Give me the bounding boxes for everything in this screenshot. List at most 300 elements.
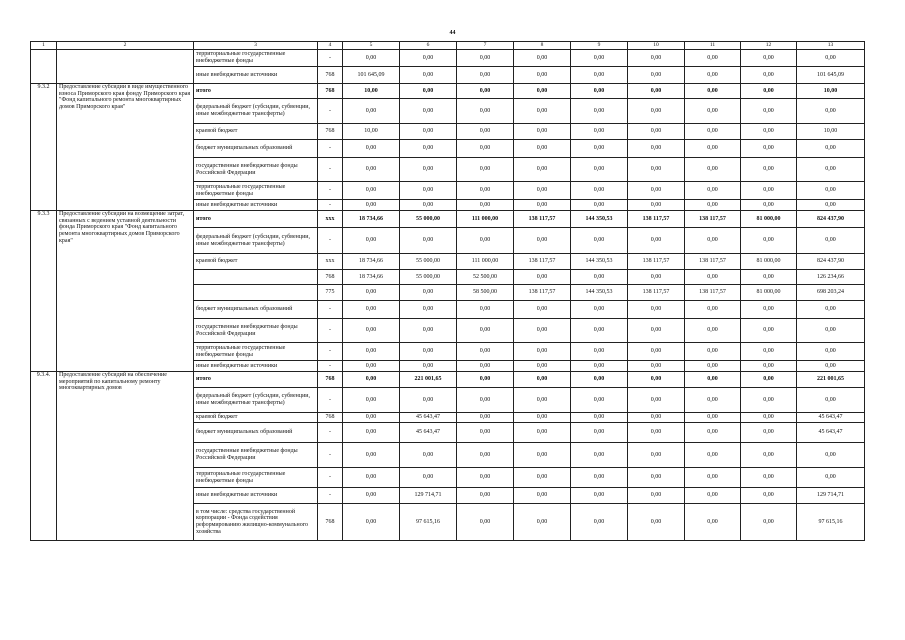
value-cell: 0,00 bbox=[514, 343, 571, 361]
table-row bbox=[31, 211, 865, 228]
funding-source-label: государственные внебюджетные фонды Российской Федерации bbox=[194, 319, 318, 343]
value-cell: 0,00 bbox=[685, 158, 741, 182]
value-cell: 0,00 bbox=[514, 182, 571, 200]
budget-code: 768 bbox=[318, 124, 343, 140]
value-cell: 0,00 bbox=[457, 372, 514, 388]
column-number-7: 7 bbox=[457, 42, 514, 50]
value-cell: 0,00 bbox=[514, 158, 571, 182]
value-cell: 0,00 bbox=[400, 200, 457, 211]
value-cell: 0,00 bbox=[741, 488, 797, 504]
value-cell: 0,00 bbox=[457, 468, 514, 488]
budget-code: - bbox=[318, 443, 343, 468]
item-number: 9.3.3 bbox=[31, 211, 57, 372]
value-cell: 0,00 bbox=[571, 423, 628, 443]
value-cell: 52 500,00 bbox=[457, 270, 514, 285]
value-cell: 0,00 bbox=[457, 158, 514, 182]
value-cell: 0,00 bbox=[400, 182, 457, 200]
value-cell: 0,00 bbox=[741, 319, 797, 343]
value-cell: 0,00 bbox=[628, 228, 685, 254]
value-cell: 0,00 bbox=[400, 319, 457, 343]
value-cell: 111 000,00 bbox=[457, 211, 514, 228]
value-cell: 0,00 bbox=[400, 84, 457, 99]
measure-name: Предоставление субсидии в виде имущественного взноса Приморского края фонду Приморского края "Фонд капитального ремонта многоквартирных домов Приморского края" bbox=[57, 84, 194, 211]
value-cell: 0,00 bbox=[514, 301, 571, 319]
value-cell: 0,00 bbox=[741, 270, 797, 285]
budget-code: 768 bbox=[318, 270, 343, 285]
value-cell: 0,00 bbox=[343, 50, 400, 67]
measure-name bbox=[57, 50, 194, 84]
value-cell: 0,00 bbox=[741, 343, 797, 361]
funding-source-label: иные внебюджетные источники bbox=[194, 488, 318, 504]
funding-source-label: территориальные государственные внебюджетные фонды bbox=[194, 468, 318, 488]
value-cell: 0,00 bbox=[685, 361, 741, 372]
value-cell: 0,00 bbox=[685, 270, 741, 285]
value-cell: 0,00 bbox=[514, 319, 571, 343]
value-cell: 101 645,09 bbox=[343, 67, 400, 84]
value-cell: 138 117,57 bbox=[514, 254, 571, 270]
value-cell: 0,00 bbox=[343, 423, 400, 443]
value-cell: 55 000,00 bbox=[400, 254, 457, 270]
value-cell: 0,00 bbox=[571, 124, 628, 140]
value-cell: 0,00 bbox=[343, 413, 400, 423]
value-cell: 221 001,65 bbox=[797, 372, 865, 388]
value-cell: 0,00 bbox=[797, 361, 865, 372]
value-cell: 0,00 bbox=[514, 488, 571, 504]
value-cell: 0,00 bbox=[343, 504, 400, 541]
value-cell: 0,00 bbox=[571, 228, 628, 254]
value-cell: 824 437,90 bbox=[797, 211, 865, 228]
value-cell: 0,00 bbox=[571, 200, 628, 211]
value-cell: 138 117,57 bbox=[685, 211, 741, 228]
column-number-1: 1 bbox=[31, 42, 57, 50]
value-cell: 0,00 bbox=[514, 50, 571, 67]
value-cell: 0,00 bbox=[685, 200, 741, 211]
funding-source-label: итого bbox=[194, 372, 318, 388]
value-cell: 0,00 bbox=[685, 124, 741, 140]
column-number-9: 9 bbox=[571, 42, 628, 50]
value-cell: 0,00 bbox=[571, 270, 628, 285]
value-cell: 101 645,09 bbox=[797, 67, 865, 84]
value-cell: 0,00 bbox=[514, 423, 571, 443]
value-cell: 0,00 bbox=[628, 488, 685, 504]
value-cell: 0,00 bbox=[400, 99, 457, 124]
value-cell: 0,00 bbox=[571, 301, 628, 319]
value-cell: 0,00 bbox=[400, 285, 457, 301]
value-cell: 0,00 bbox=[457, 67, 514, 84]
value-cell: 698 203,24 bbox=[797, 285, 865, 301]
value-cell: 0,00 bbox=[457, 443, 514, 468]
budget-code: - bbox=[318, 343, 343, 361]
value-cell: 0,00 bbox=[628, 124, 685, 140]
value-cell: 0,00 bbox=[571, 67, 628, 84]
funding-source-label: краевой бюджет bbox=[194, 254, 318, 270]
value-cell: 0,00 bbox=[514, 372, 571, 388]
table-row bbox=[31, 372, 865, 388]
column-number-3: 3 bbox=[194, 42, 318, 50]
column-number-2: 2 bbox=[57, 42, 194, 50]
funding-source-label: территориальные государственные внебюджетные фонды bbox=[194, 343, 318, 361]
table-row bbox=[31, 50, 865, 67]
value-cell: 0,00 bbox=[685, 468, 741, 488]
value-cell: 138 117,57 bbox=[628, 254, 685, 270]
value-cell: 0,00 bbox=[514, 468, 571, 488]
value-cell: 0,00 bbox=[343, 158, 400, 182]
value-cell: 0,00 bbox=[457, 488, 514, 504]
value-cell: 0,00 bbox=[797, 99, 865, 124]
budget-code: - bbox=[318, 361, 343, 372]
value-cell: 0,00 bbox=[571, 182, 628, 200]
value-cell: 0,00 bbox=[685, 413, 741, 423]
value-cell: 81 000,00 bbox=[741, 211, 797, 228]
budget-code: 768 bbox=[318, 504, 343, 541]
budget-code: ххх bbox=[318, 211, 343, 228]
funding-source-label: федеральный бюджет (субсидии, субвенции, иные межбюджетные трансферты) bbox=[194, 388, 318, 413]
value-cell: 0,00 bbox=[628, 182, 685, 200]
value-cell: 0,00 bbox=[685, 228, 741, 254]
value-cell: 10,00 bbox=[343, 84, 400, 99]
value-cell: 0,00 bbox=[741, 413, 797, 423]
funding-source-label: территориальные государственные внебюджетные фонды bbox=[194, 50, 318, 67]
value-cell: 0,00 bbox=[400, 468, 457, 488]
value-cell: 0,00 bbox=[457, 84, 514, 99]
value-cell: 0,00 bbox=[457, 140, 514, 158]
value-cell: 0,00 bbox=[685, 140, 741, 158]
funding-source-label: федеральный бюджет (субсидии, субвенции, иные межбюджетные трансферты) bbox=[194, 228, 318, 254]
value-cell: 0,00 bbox=[514, 388, 571, 413]
budget-code: - bbox=[318, 158, 343, 182]
funding-source-label: краевой бюджет bbox=[194, 413, 318, 423]
value-cell: 0,00 bbox=[571, 84, 628, 99]
item-number: 9.3.4. bbox=[31, 372, 57, 541]
value-cell: 0,00 bbox=[797, 468, 865, 488]
value-cell: 0,00 bbox=[343, 99, 400, 124]
funding-source-label: итого bbox=[194, 84, 318, 99]
value-cell: 0,00 bbox=[741, 423, 797, 443]
value-cell: 0,00 bbox=[457, 319, 514, 343]
value-cell: 0,00 bbox=[741, 124, 797, 140]
value-cell: 0,00 bbox=[741, 372, 797, 388]
value-cell: 0,00 bbox=[457, 301, 514, 319]
budget-code: - bbox=[318, 468, 343, 488]
column-number-4: 4 bbox=[318, 42, 343, 50]
value-cell: 0,00 bbox=[343, 228, 400, 254]
value-cell: 0,00 bbox=[797, 301, 865, 319]
funding-source-label bbox=[194, 270, 318, 285]
value-cell: 45 643,47 bbox=[400, 423, 457, 443]
budget-code: 768 bbox=[318, 372, 343, 388]
value-cell: 0,00 bbox=[797, 50, 865, 67]
value-cell: 0,00 bbox=[685, 488, 741, 504]
value-cell: 0,00 bbox=[400, 140, 457, 158]
value-cell: 0,00 bbox=[685, 182, 741, 200]
value-cell: 0,00 bbox=[514, 504, 571, 541]
value-cell: 0,00 bbox=[571, 372, 628, 388]
value-cell: 0,00 bbox=[571, 443, 628, 468]
value-cell: 0,00 bbox=[457, 413, 514, 423]
value-cell: 0,00 bbox=[400, 228, 457, 254]
column-number-11: 11 bbox=[685, 42, 741, 50]
budget-code: - bbox=[318, 228, 343, 254]
value-cell: 0,00 bbox=[797, 443, 865, 468]
value-cell: 0,00 bbox=[343, 301, 400, 319]
funding-source-label: в том числе: средства государственной корпорации - Фонда содействия реформированию жилищно-коммунального хозяйства bbox=[194, 504, 318, 541]
value-cell: 0,00 bbox=[628, 270, 685, 285]
value-cell: 0,00 bbox=[571, 488, 628, 504]
value-cell: 824 437,90 bbox=[797, 254, 865, 270]
value-cell: 0,00 bbox=[741, 84, 797, 99]
budget-code: - bbox=[318, 200, 343, 211]
value-cell: 0,00 bbox=[797, 182, 865, 200]
value-cell: 10,00 bbox=[797, 84, 865, 99]
value-cell: 138 117,57 bbox=[685, 254, 741, 270]
value-cell: 0,00 bbox=[571, 319, 628, 343]
value-cell: 0,00 bbox=[400, 158, 457, 182]
value-cell: 0,00 bbox=[628, 413, 685, 423]
value-cell: 0,00 bbox=[628, 372, 685, 388]
value-cell: 0,00 bbox=[628, 388, 685, 413]
value-cell: 0,00 bbox=[571, 504, 628, 541]
value-cell: 0,00 bbox=[741, 468, 797, 488]
value-cell: 0,00 bbox=[343, 285, 400, 301]
value-cell: 18 734,66 bbox=[343, 254, 400, 270]
value-cell: 0,00 bbox=[628, 423, 685, 443]
value-cell: 138 117,57 bbox=[628, 285, 685, 301]
value-cell: 138 117,57 bbox=[514, 285, 571, 301]
value-cell: 0,00 bbox=[741, 50, 797, 67]
funding-source-label: иные внебюджетные источники bbox=[194, 361, 318, 372]
value-cell: 0,00 bbox=[741, 443, 797, 468]
column-number-5: 5 bbox=[343, 42, 400, 50]
value-cell: 0,00 bbox=[797, 200, 865, 211]
budget-code: - bbox=[318, 423, 343, 443]
value-cell: 0,00 bbox=[514, 270, 571, 285]
value-cell: 0,00 bbox=[343, 388, 400, 413]
value-cell: 0,00 bbox=[514, 67, 571, 84]
value-cell: 81 000,00 bbox=[741, 254, 797, 270]
value-cell: 0,00 bbox=[457, 423, 514, 443]
value-cell: 0,00 bbox=[628, 99, 685, 124]
value-cell: 0,00 bbox=[343, 319, 400, 343]
value-cell: 0,00 bbox=[685, 319, 741, 343]
value-cell: 0,00 bbox=[685, 301, 741, 319]
value-cell: 0,00 bbox=[628, 50, 685, 67]
value-cell: 0,00 bbox=[343, 372, 400, 388]
value-cell: 138 117,57 bbox=[685, 285, 741, 301]
funding-source-label: иные внебюджетные источники bbox=[194, 67, 318, 84]
value-cell: 0,00 bbox=[797, 158, 865, 182]
value-cell: 0,00 bbox=[457, 504, 514, 541]
header-row bbox=[31, 42, 865, 50]
value-cell: 0,00 bbox=[343, 443, 400, 468]
value-cell: 0,00 bbox=[514, 200, 571, 211]
budget-code: - bbox=[318, 301, 343, 319]
funding-source-label: краевой бюджет bbox=[194, 124, 318, 140]
value-cell: 0,00 bbox=[457, 388, 514, 413]
value-cell: 0,00 bbox=[685, 343, 741, 361]
value-cell: 10,00 bbox=[343, 124, 400, 140]
funding-source-label: иные внебюджетные источники bbox=[194, 200, 318, 211]
funding-source-label: бюджет муниципальных образований bbox=[194, 301, 318, 319]
value-cell: 0,00 bbox=[571, 158, 628, 182]
value-cell: 0,00 bbox=[457, 50, 514, 67]
funding-source-label: бюджет муниципальных образований bbox=[194, 140, 318, 158]
value-cell: 0,00 bbox=[628, 343, 685, 361]
budget-table bbox=[30, 41, 865, 541]
value-cell: 0,00 bbox=[343, 468, 400, 488]
budget-code: 768 bbox=[318, 84, 343, 99]
funding-source-label: государственные внебюджетные фонды Российской Федерации bbox=[194, 443, 318, 468]
value-cell: 0,00 bbox=[400, 361, 457, 372]
value-cell: 111 000,00 bbox=[457, 254, 514, 270]
budget-code: - bbox=[318, 50, 343, 67]
value-cell: 0,00 bbox=[457, 228, 514, 254]
value-cell: 0,00 bbox=[741, 182, 797, 200]
value-cell: 0,00 bbox=[400, 388, 457, 413]
value-cell: 0,00 bbox=[400, 443, 457, 468]
column-number-6: 6 bbox=[400, 42, 457, 50]
page-number: 44 bbox=[449, 30, 456, 36]
value-cell: 0,00 bbox=[514, 99, 571, 124]
value-cell: 126 234,66 bbox=[797, 270, 865, 285]
funding-source-label: федеральный бюджет (субсидии, субвенции, иные межбюджетные трансферты) bbox=[194, 99, 318, 124]
value-cell: 0,00 bbox=[571, 361, 628, 372]
funding-source-label: территориальные государственные внебюджетные фонды bbox=[194, 182, 318, 200]
value-cell: 0,00 bbox=[628, 504, 685, 541]
value-cell: 0,00 bbox=[343, 182, 400, 200]
value-cell: 0,00 bbox=[343, 361, 400, 372]
value-cell: 0,00 bbox=[343, 488, 400, 504]
value-cell: 138 117,57 bbox=[628, 211, 685, 228]
value-cell: 45 643,47 bbox=[797, 423, 865, 443]
value-cell: 0,00 bbox=[741, 228, 797, 254]
value-cell: 0,00 bbox=[514, 443, 571, 468]
value-cell: 0,00 bbox=[400, 124, 457, 140]
value-cell: 0,00 bbox=[400, 50, 457, 67]
value-cell: 10,00 bbox=[797, 124, 865, 140]
value-cell: 0,00 bbox=[571, 413, 628, 423]
item-number bbox=[31, 50, 57, 84]
value-cell: 0,00 bbox=[343, 200, 400, 211]
value-cell: 0,00 bbox=[343, 140, 400, 158]
value-cell: 0,00 bbox=[628, 468, 685, 488]
value-cell: 0,00 bbox=[457, 182, 514, 200]
budget-code: - bbox=[318, 488, 343, 504]
value-cell: 0,00 bbox=[514, 124, 571, 140]
value-cell: 0,00 bbox=[685, 50, 741, 67]
value-cell: 138 117,57 bbox=[514, 211, 571, 228]
value-cell: 0,00 bbox=[400, 343, 457, 361]
value-cell: 0,00 bbox=[797, 228, 865, 254]
value-cell: 0,00 bbox=[628, 443, 685, 468]
value-cell: 0,00 bbox=[628, 158, 685, 182]
value-cell: 129 714,71 bbox=[797, 488, 865, 504]
value-cell: 81 000,00 bbox=[741, 285, 797, 301]
value-cell: 0,00 bbox=[685, 67, 741, 84]
value-cell: 0,00 bbox=[571, 468, 628, 488]
budget-code: ххх bbox=[318, 254, 343, 270]
column-number-12: 12 bbox=[741, 42, 797, 50]
value-cell: 0,00 bbox=[514, 140, 571, 158]
column-number-10: 10 bbox=[628, 42, 685, 50]
value-cell: 144 350,53 bbox=[571, 254, 628, 270]
column-number-13: 13 bbox=[797, 42, 865, 50]
value-cell: 45 643,47 bbox=[400, 413, 457, 423]
value-cell: 0,00 bbox=[685, 443, 741, 468]
value-cell: 144 350,53 bbox=[571, 285, 628, 301]
value-cell: 0,00 bbox=[741, 140, 797, 158]
value-cell: 0,00 bbox=[457, 361, 514, 372]
value-cell: 0,00 bbox=[514, 361, 571, 372]
value-cell: 221 001,65 bbox=[400, 372, 457, 388]
value-cell: 0,00 bbox=[628, 67, 685, 84]
budget-code: - bbox=[318, 140, 343, 158]
funding-source-label: государственные внебюджетные фонды Российской Федерации bbox=[194, 158, 318, 182]
value-cell: 0,00 bbox=[797, 388, 865, 413]
value-cell: 0,00 bbox=[685, 84, 741, 99]
value-cell: 0,00 bbox=[457, 99, 514, 124]
value-cell: 0,00 bbox=[741, 301, 797, 319]
funding-source-label bbox=[194, 285, 318, 301]
value-cell: 97 615,16 bbox=[797, 504, 865, 541]
value-cell: 0,00 bbox=[571, 140, 628, 158]
value-cell: 129 714,71 bbox=[400, 488, 457, 504]
value-cell: 0,00 bbox=[571, 99, 628, 124]
value-cell: 0,00 bbox=[797, 319, 865, 343]
value-cell: 0,00 bbox=[741, 99, 797, 124]
value-cell: 0,00 bbox=[685, 372, 741, 388]
value-cell: 0,00 bbox=[400, 67, 457, 84]
budget-code: 768 bbox=[318, 67, 343, 84]
budget-code: - bbox=[318, 388, 343, 413]
measure-name: Предоставление субсидии на возмещение затрат, связанных с ведением уставной деятельности фонда Приморского края "Фонд капитального ремонта многоквартирных домов Приморского края" bbox=[57, 211, 194, 372]
value-cell: 0,00 bbox=[628, 301, 685, 319]
value-cell: 0,00 bbox=[571, 388, 628, 413]
value-cell: 0,00 bbox=[457, 124, 514, 140]
value-cell: 0,00 bbox=[628, 361, 685, 372]
value-cell: 0,00 bbox=[741, 361, 797, 372]
value-cell: 0,00 bbox=[685, 423, 741, 443]
value-cell: 0,00 bbox=[514, 228, 571, 254]
value-cell: 55 000,00 bbox=[400, 211, 457, 228]
value-cell: 0,00 bbox=[685, 99, 741, 124]
funding-source-label: бюджет муниципальных образований bbox=[194, 423, 318, 443]
value-cell: 0,00 bbox=[741, 388, 797, 413]
value-cell: 0,00 bbox=[571, 50, 628, 67]
value-cell: 0,00 bbox=[628, 84, 685, 99]
budget-code: - bbox=[318, 319, 343, 343]
value-cell: 0,00 bbox=[741, 67, 797, 84]
value-cell: 0,00 bbox=[514, 413, 571, 423]
value-cell: 0,00 bbox=[457, 200, 514, 211]
value-cell: 0,00 bbox=[514, 84, 571, 99]
value-cell: 0,00 bbox=[571, 343, 628, 361]
value-cell: 0,00 bbox=[797, 343, 865, 361]
value-cell: 55 000,00 bbox=[400, 270, 457, 285]
value-cell: 18 734,66 bbox=[343, 211, 400, 228]
budget-code: - bbox=[318, 99, 343, 124]
value-cell: 0,00 bbox=[685, 504, 741, 541]
funding-source-label: итого bbox=[194, 211, 318, 228]
value-cell: 45 643,47 bbox=[797, 413, 865, 423]
budget-code: 775 bbox=[318, 285, 343, 301]
value-cell: 97 615,16 bbox=[400, 504, 457, 541]
table-row bbox=[31, 84, 865, 99]
value-cell: 0,00 bbox=[741, 158, 797, 182]
value-cell: 0,00 bbox=[628, 140, 685, 158]
measure-name: Предоставление субсидий на обеспечение мероприятий по капитальному ремонту многоквартирных домов bbox=[57, 372, 194, 541]
value-cell: 0,00 bbox=[343, 343, 400, 361]
column-number-8: 8 bbox=[514, 42, 571, 50]
